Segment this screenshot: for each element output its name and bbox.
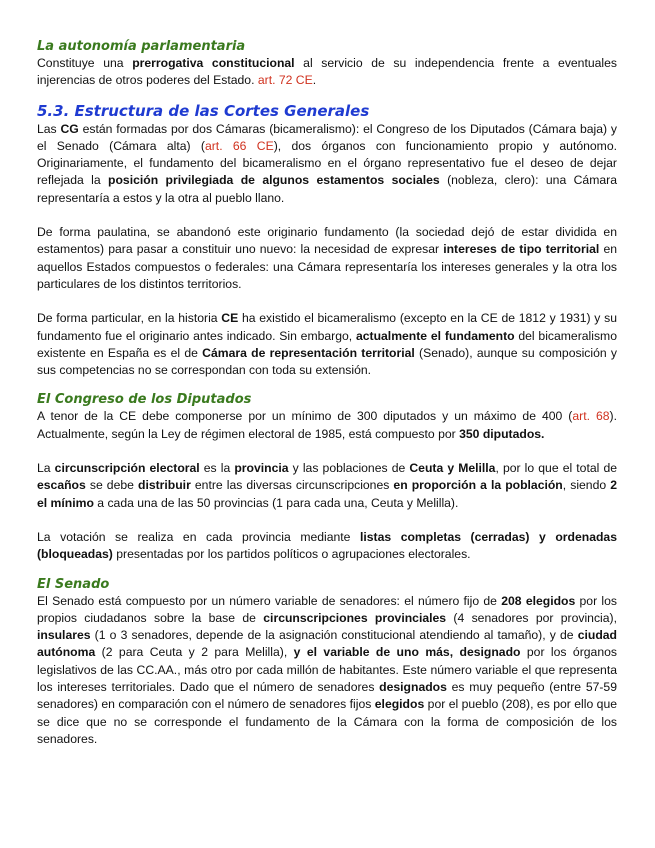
text: . [312,73,317,88]
text: (2 para Ceuta y 2 para Melilla), [95,645,294,660]
bold-text: designados [379,680,447,695]
bold-text: circunscripciones provinciales [263,610,447,625]
article-reference-link[interactable]: art. 68 [572,409,610,424]
bold-text: intereses de tipo territorial [443,242,600,257]
text: , por lo que el total de [495,461,617,476]
section-title-autonomia: La autonomía parlamentaria [37,39,246,54]
text: (4 senadores por provincia), [446,610,617,625]
text: ). Actualmente, según la Ley de régimen electoral de 1985, está compuesto por [37,409,617,441]
bold-text: listas completas (cerradas) y ordenadas (bloqueadas) [37,529,617,562]
paragraph-congreso-1 [37,408,617,443]
text: es muy pequeño (entre 57-59 senadores) en comparación con el número de senadores fijos [37,680,617,712]
paragraph-congreso-3 [37,529,617,564]
text: ), dos órganos con funcionamiento propio y autónomo. Originariamente, el fundamento del bicameralismo en el órgano representativo fue el deseo de dejar reflejada la [37,138,617,188]
text: De forma paulatina, se abandonó este originario fundamento (la sociedad dejó de estar dividida en estamentos) para pasar a constituir uno nuevo: la necesidad de expresar [37,225,617,257]
bold-text: 2 el mínimo [37,478,617,510]
paragraph-estructura-3 [37,310,617,379]
bold-text: 350 diputados. [459,426,545,441]
bold-text: 208 elegidos [501,593,576,608]
text: y las poblaciones de [288,461,410,476]
bold-text: escaños [37,478,86,493]
bold-text: CG [60,121,79,136]
document-page [37,38,617,748]
text: Constituye una [37,56,133,70]
bold-text: posición privilegiada de algunos estamentos sociales [108,173,440,188]
text: por el pueblo (208), es por ello que se dice que no se corresponde el fundamento de la Cámara con la forma de composición de los senadores. [37,697,617,746]
text: El Senado está compuesto por un número variable de senadores: el número fijo de [37,593,502,608]
bold-text: prerrogativa constitucional [132,56,295,70]
text: es la [199,461,235,476]
text: , siendo [562,478,611,493]
bold-text: distribuir [138,478,191,493]
paragraph-estructura-1 [37,121,617,207]
text: La [37,461,55,476]
bold-text: y el variable de uno más, designado [293,645,521,660]
section-title-estructura: 5.3. Estructura de las Cortes Generales [37,101,370,120]
text: entre las diversas circunscripciones [190,478,394,493]
text: por los propios ciudadanos sobre la base de [37,593,617,625]
bold-text: Cámara de representación territorial [202,345,415,360]
text: (nobleza, clero): una Cámara representaría a estos y la otra al pueblo llano. [37,173,617,205]
paragraph-congreso-2 [37,460,617,512]
text: al servicio de su independencia frente a eventuales injerencias de otros poderes del Estado. [37,56,617,88]
text: presentadas por los partidos políticos o agrupaciones electorales. [112,547,471,562]
bold-text: circunscripción electoral [54,461,200,476]
text: se debe [85,478,138,493]
bold-text: Ceuta y Melilla [409,461,496,476]
bold-text: ciudad autónoma [37,628,617,660]
text: Las [37,121,61,136]
text: en aquellos Estados compuestos o federales: una Cámara representaría los intereses generales y la otra los particulares de los distintos territorios. [37,242,617,291]
text: (Senado), aunque su composición y sus competencias no se correspondan con toda su extensión. [37,345,618,378]
article-reference-link[interactable]: art. 72 CE [257,73,313,88]
bold-text: actualmente el fundamento [355,328,515,343]
bold-text: en proporción a la población [393,478,563,493]
bold-text: CE [221,311,239,326]
paragraph-senado-1 [37,593,617,749]
article-reference-link[interactable]: art. 66 CE [204,138,274,153]
bold-text: elegidos [374,697,425,712]
section-title-senado: El Senado [37,576,110,592]
text: del bicameralismo existente en España es el de [37,328,617,360]
text: De forma particular, en la historia [37,311,222,326]
text: a cada una de las 50 provincias (1 para cada una, Ceuta y Melilla). [93,495,459,510]
section-title-congreso: El Congreso de los Diputados [37,392,252,408]
text: La votación se realiza en cada provincia mediante [37,529,360,544]
text: A tenor de la CE debe componerse por un mínimo de 300 diputados y un máximo de 400 ( [37,409,573,424]
paragraph-autonomia [37,55,617,90]
text: están formadas por dos Cámaras (bicameralismo): el Congreso de los Diputados (Cámara baja) y el Senado (Cámara alta) ( [37,121,617,153]
text: ha existido el bicameralismo (excepto en la CE de 1812 y 1931) y su fundamento fue el originario antes indicado. Sin embargo, [37,311,618,343]
text: (1 o 3 senadores, depende de la asignación constitucional atendiendo al tamaño), y de [90,628,578,643]
text: por los órganos legislativos de las CC.AA., más otro por cada millón de habitantes. Este número variable el que representa los intereses territoriales. Dado que el número de senadores [37,645,617,695]
bold-text: provincia [234,461,289,476]
paragraph-estructura-2 [37,224,617,293]
bold-text: insulares [37,628,91,643]
